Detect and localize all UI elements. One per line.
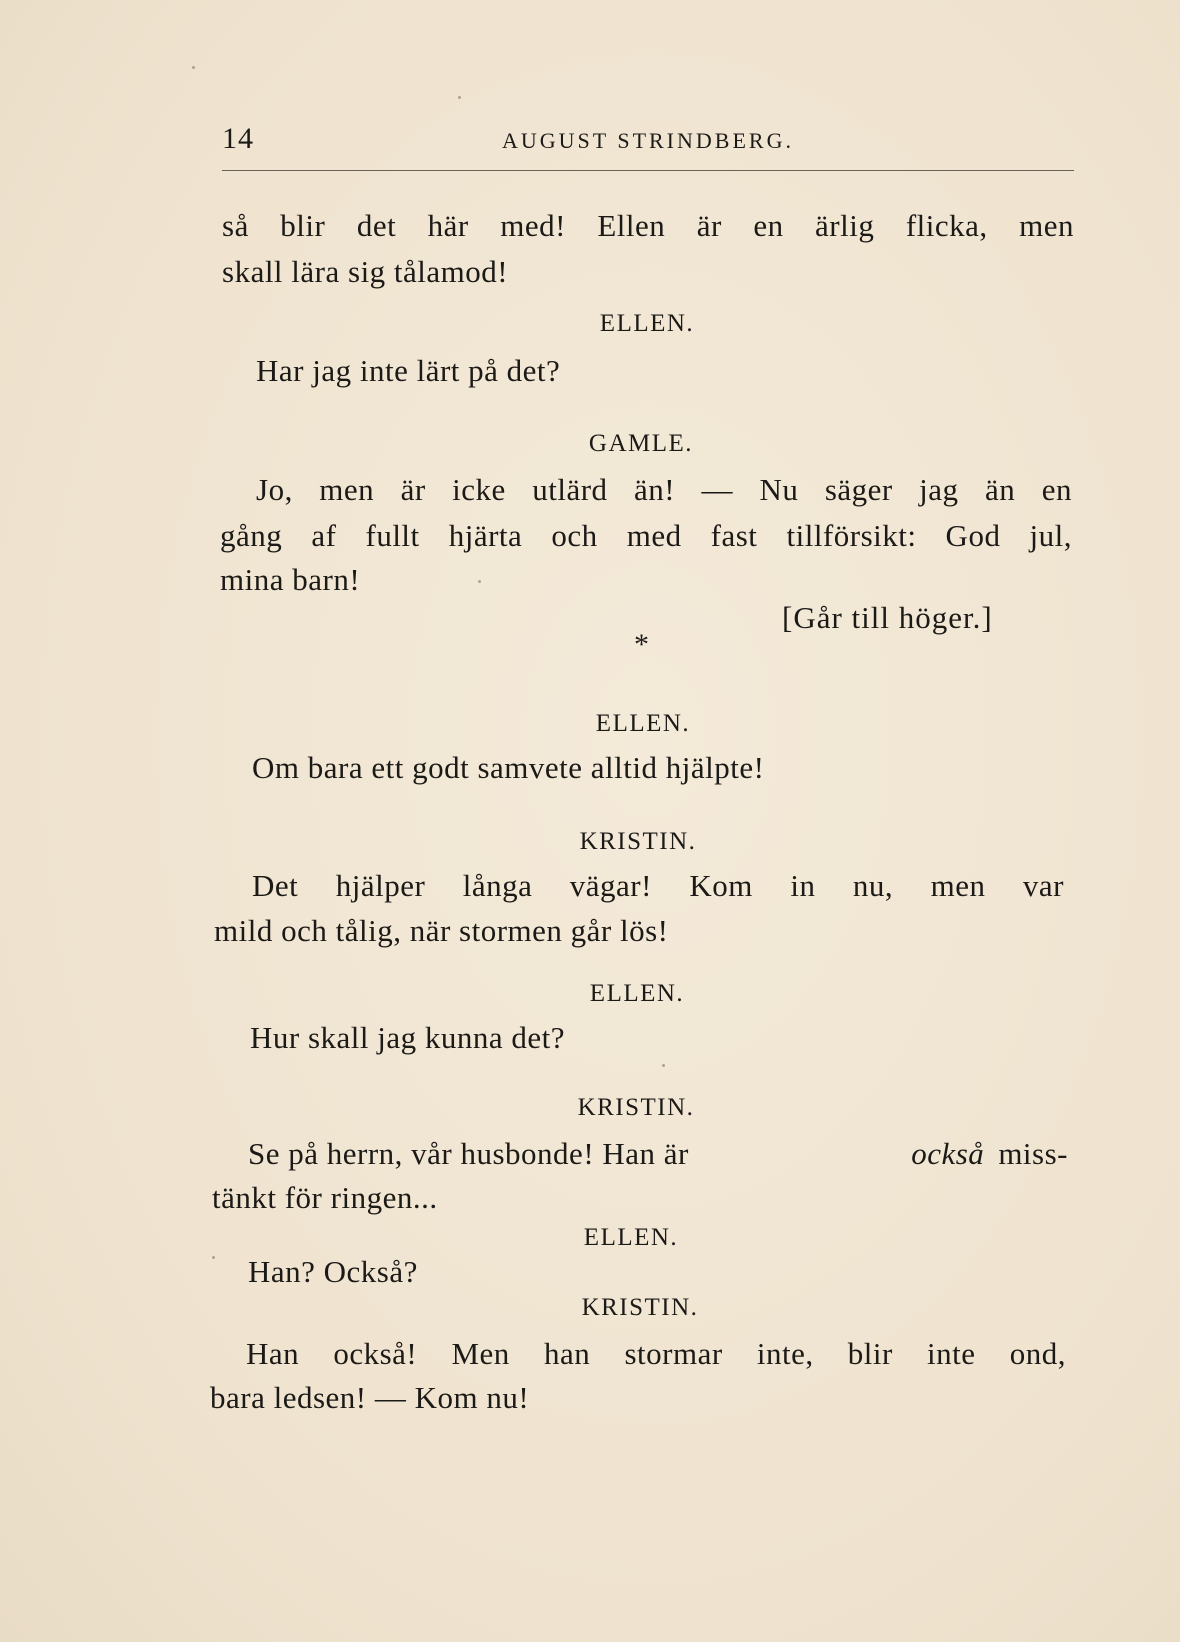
text-line: så blir det här med! Ellen är en ärlig flicka, men	[222, 208, 1074, 243]
text-line: mild och tålig, när stormen går lös!	[214, 913, 669, 948]
paper-speck	[458, 96, 461, 99]
text-line: gång af fullt hjärta och med fast tillförsikt: God jul,	[220, 518, 1072, 553]
text-line: mina barn!	[220, 562, 361, 597]
speaker-name: ELLEN.	[583, 1224, 679, 1251]
text-line: Han också! Men han stormar inte, blir inte ond,	[246, 1336, 1066, 1371]
text-line: Han? Också?	[248, 1254, 418, 1289]
text-line: Har jag inte lärt på det?	[256, 353, 561, 388]
stage-direction: [Går till höger.]	[782, 600, 993, 635]
speaker-name: ELLEN.	[589, 980, 685, 1007]
header-rule	[222, 170, 1074, 171]
speaker-name: ELLEN.	[599, 310, 695, 337]
speaker-name: ELLEN.	[595, 710, 691, 737]
emphasis-word: också	[911, 1136, 985, 1171]
text-line: tänkt för ringen...	[212, 1180, 438, 1215]
text-line	[248, 1136, 1068, 1172]
text-line: Det hjälper långa vägar! Kom in nu, men var	[252, 868, 1064, 903]
scene-break-asterisk: *	[634, 628, 649, 661]
text-line: skall lära sig tålamod!	[222, 254, 509, 289]
text-line: Om bara ett godt samvete alltid hjälpte!	[252, 750, 765, 785]
speaker-name: KRISTIN.	[579, 828, 697, 855]
paper-speck	[478, 580, 481, 583]
speaker-name: KRISTIN.	[577, 1094, 695, 1121]
text-line: bara ledsen! — Kom nu!	[210, 1380, 530, 1415]
text-line: Jo, men är icke utlärd än! — Nu säger jag än en	[256, 472, 1072, 507]
text-line: Hur skall jag kunna det?	[250, 1020, 566, 1055]
page-header	[222, 118, 1074, 158]
text-segment: Se på herrn, vår husbonde! Han är	[248, 1136, 689, 1171]
speaker-name: GAMLE.	[588, 430, 694, 457]
paper-speck	[212, 1256, 215, 1259]
page-number: 14	[222, 122, 254, 155]
paper-speck	[662, 1064, 665, 1067]
paper-speck	[192, 66, 195, 69]
speaker-name: KRISTIN.	[581, 1294, 699, 1321]
running-head: AUGUST STRINDBERG.	[502, 128, 794, 153]
text-segment-group	[911, 1136, 1068, 1172]
text-segment: miss-	[998, 1136, 1068, 1171]
